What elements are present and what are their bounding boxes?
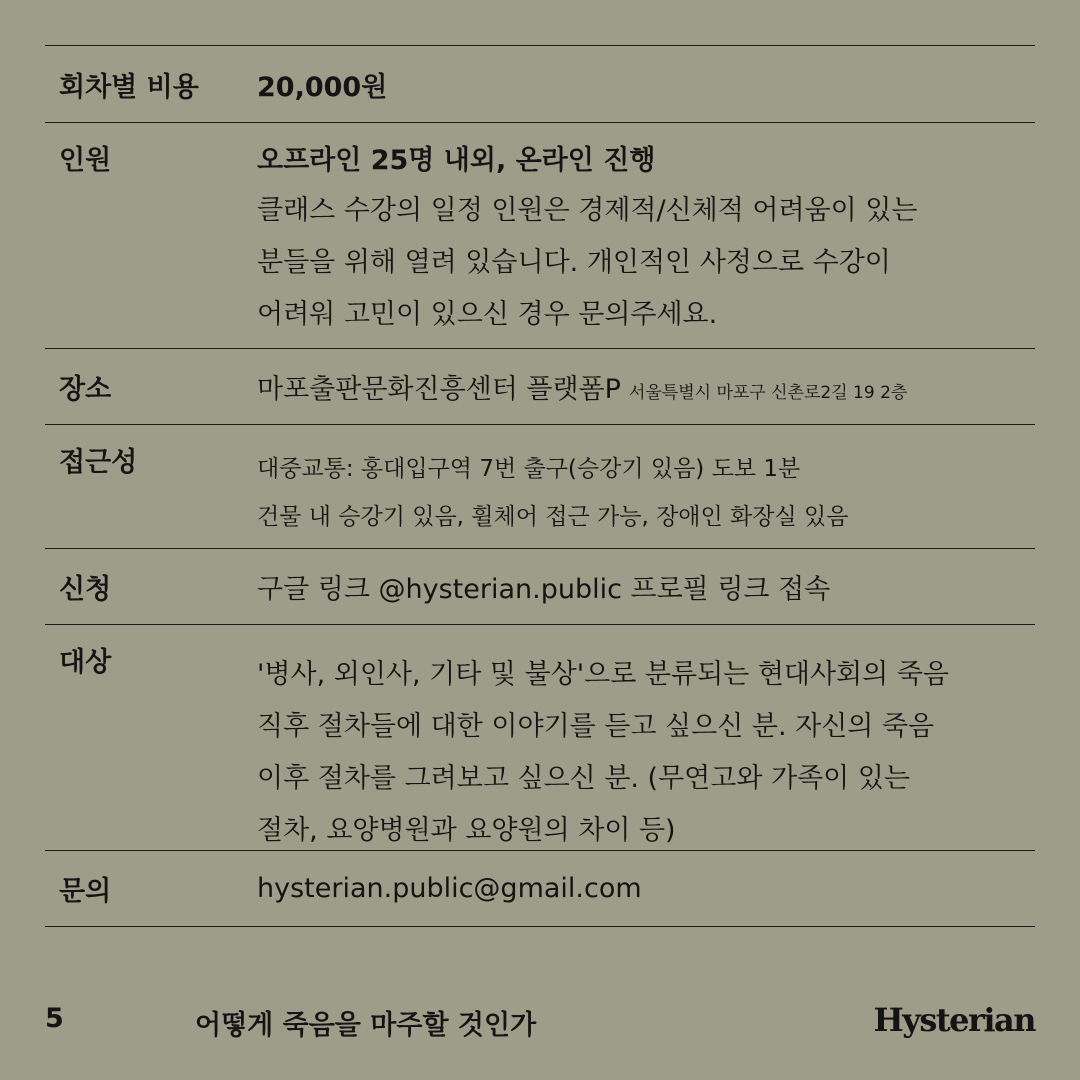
- place-content: [257, 367, 1035, 406]
- apply-value: 구글 링크 @hysterian.public 프로필 링크 접속: [257, 574, 831, 605]
- row-apply: [45, 549, 1035, 625]
- info-table: [45, 45, 1035, 927]
- row-people: [45, 123, 1035, 349]
- target-line: '병사, 외인사, 기타 및 불상'으로 분류되는 현대사회의 죽음: [257, 659, 949, 690]
- people-headline: 오프라인 25명 내외, 온라인 진행: [257, 145, 656, 176]
- row-place: [45, 349, 1035, 425]
- target-line: 이후 절차를 그려보고 싶으신 분. (무연고와 가족이 있는: [257, 763, 910, 794]
- inquiry-email: hysterian.public@gmail.com: [257, 873, 642, 904]
- people-line: 어려워 고민이 있으신 경우 문의주세요.: [257, 299, 718, 330]
- people-content: [257, 143, 1035, 348]
- cost-value: 20,000원: [257, 71, 388, 103]
- access-line: 대중교통: 홍대입구역 7번 출구(승강기 있음) 도보 1분: [257, 456, 801, 482]
- target-label: 대상: [59, 647, 112, 678]
- row-target: [45, 625, 1035, 851]
- page-number: 5: [45, 1003, 64, 1034]
- cost-label: 회차별 비용: [59, 71, 199, 103]
- place-address: 서울특별시 마포구 신촌로2길 19 2층: [628, 383, 908, 403]
- row-access: [45, 425, 1035, 549]
- access-label: 접근성: [59, 447, 138, 478]
- place-label: 장소: [59, 374, 112, 405]
- access-line: 건물 내 승강기 있음, 휠체어 접근 가능, 장애인 화장실 있음: [257, 504, 849, 530]
- people-line: 클래스 수강의 일정 인원은 경제적/신체적 어려움이 있는: [257, 195, 918, 226]
- brand-logo: Hysterian: [873, 1001, 1035, 1039]
- people-label: 인원: [59, 145, 112, 176]
- footer: [45, 995, 1035, 1045]
- row-inquiry: [45, 851, 1035, 927]
- inquiry-label: 문의: [59, 876, 112, 907]
- people-line: 분들을 위해 열려 있습니다. 개인적인 사정으로 수강이: [257, 247, 891, 278]
- access-content: [257, 445, 1035, 548]
- place-value: 마포출판문화진흥센터 플랫폼P: [257, 374, 621, 405]
- row-cost: [45, 46, 1035, 123]
- apply-label: 신청: [59, 574, 112, 605]
- target-content: [257, 649, 1035, 850]
- footer-title: 어떻게 죽음을 마주할 것인가: [195, 1010, 537, 1041]
- target-line: 절차, 요양병원과 요양원의 차이 등): [257, 815, 676, 846]
- target-line: 직후 절차들에 대한 이야기를 듣고 싶으신 분. 자신의 죽음: [257, 711, 935, 742]
